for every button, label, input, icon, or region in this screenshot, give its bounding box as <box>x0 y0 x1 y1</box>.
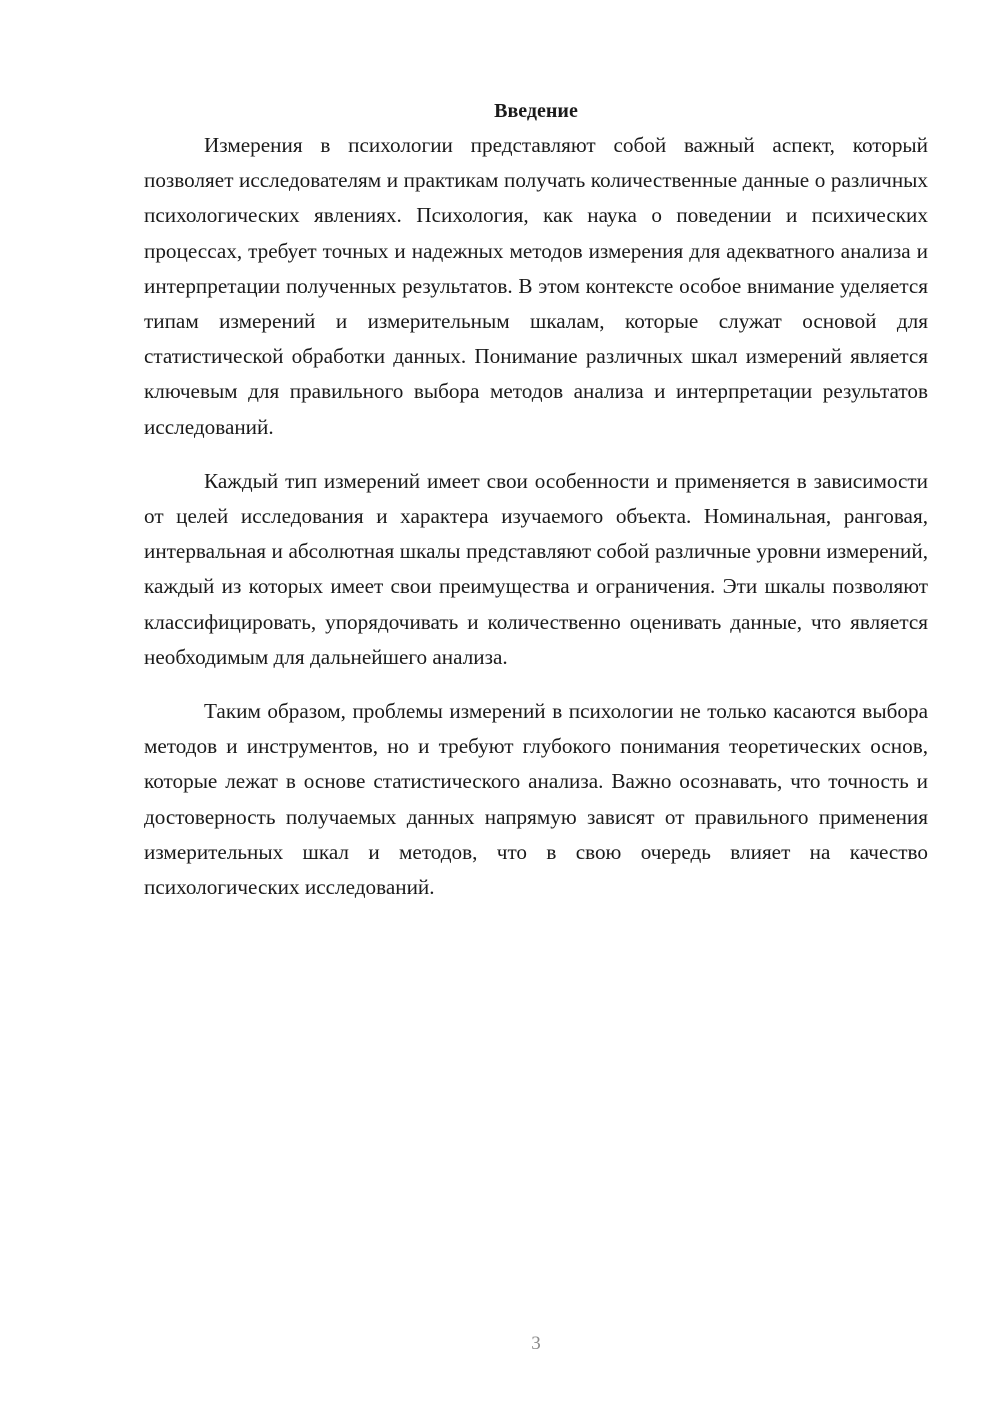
document-page <box>144 94 928 924</box>
page-number: 3 <box>531 1333 541 1354</box>
paragraph-3: Таким образом, проблемы измерений в психологии не только касаются выбора методов и инструментов, но и требуют глубокого понимания теоретических основ, которые лежат в основе статистического анализа. Важно осознавать, что точность и достоверность получаемых данных напрямую зависят от правильного применения измерительных шкал и методов, что в свою очередь влияет на качество психологических исследований. <box>144 699 928 900</box>
paragraph-1: Измерения в психологии представляют собой важный аспект, который позволяет исследователям и практикам получать количественные данные о различных психологических явлениях. Психология, как наука о поведении и психических процессах, требует точных и надежных методов измерения для адекватного анализа и интерпретации полученных результатов. В этом контексте особое внимание уделяется типам измерений и измерительным шкалам, которые служат основой для статистической обработки данных. Понимание различных шкал измерений является ключевым для правильного выбора методов анализа и интерпретации результатов исследований. <box>144 133 928 439</box>
section-title: Введение <box>494 100 578 122</box>
paragraph-2: Каждый тип измерений имеет свои особенности и применяется в зависимости от целей исследования и характера изучаемого объекта. Номинальная, ранговая, интервальная и абсолютная шкалы представляют собой различные уровни измерений, каждый из которых имеет свои преимущества и ограничения. Эти шкалы позволяют классифицировать, упорядочивать и количественно оценивать данные, что является необходимым для дальнейшего анализа. <box>144 468 928 669</box>
